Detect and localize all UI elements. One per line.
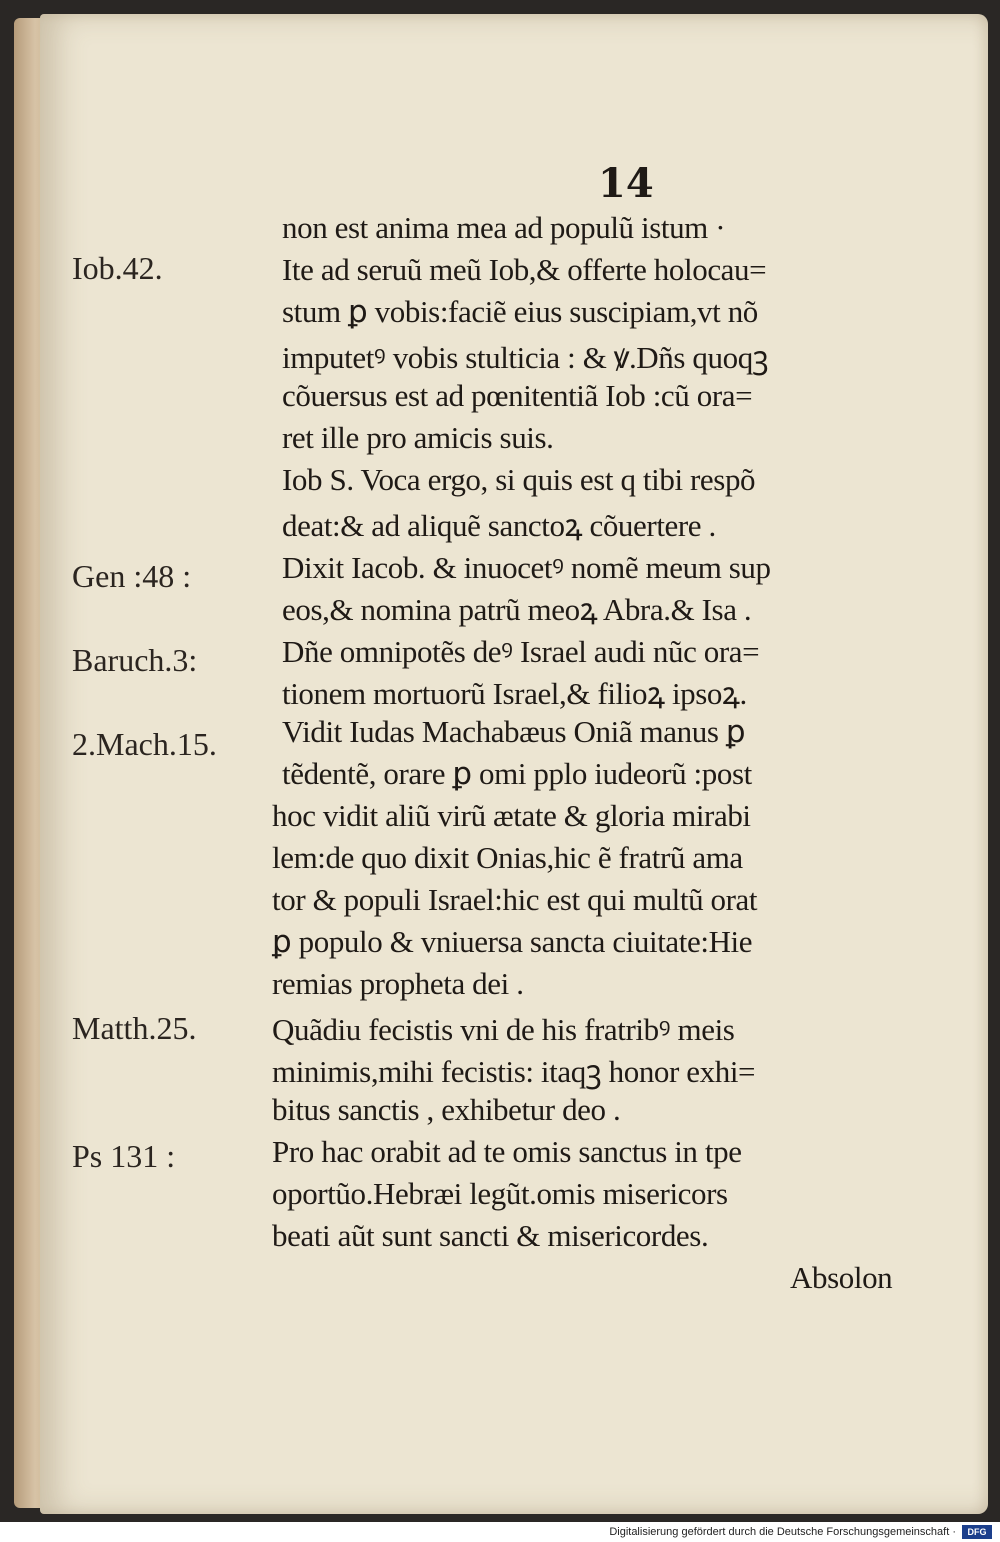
text-line: stum ꝑ vobis:faciẽ eius suscipiam,vt nõ <box>282 294 758 329</box>
text-line: oportũo.Hebræi legũt.omis misericors <box>272 1176 728 1211</box>
text-line: cõuersus est ad pœnitentiã Iob :cũ ora= <box>282 378 753 413</box>
text-line: ꝑ populo & vniuersa sancta ciuitate:Hie <box>272 924 753 959</box>
text-line: ret ille pro amicis suis. <box>282 420 554 455</box>
text-line: Dixit Iacob. & inuocetꝰ nomẽ meum sup <box>282 550 771 585</box>
text-line: tionem mortuorũ Israel,& filioꝝ ipsoꝝ. <box>282 676 747 711</box>
margin-ref-iob: Iob.42. <box>72 250 163 286</box>
text-line: Ite ad seruũ meũ Iob,& offerte holocau= <box>282 252 767 287</box>
text-line: deat:& ad aliquẽ sanctoꝝ cõuertere . <box>282 508 716 543</box>
text-line: Iob S. Voca ergo, si quis est q tibi respõ <box>282 462 756 497</box>
text-line: lem:de quo dixit Onias,hic ẽ fratrũ ama <box>272 840 743 875</box>
margin-ref-gen: Gen :48 : <box>72 558 192 594</box>
text-line: minimis,mihi fecistis: itaqꝫ honor exhi= <box>272 1054 756 1089</box>
text-line: tẽdentẽ, orare ꝑ omi pplo iudeorũ :post <box>282 756 752 791</box>
text-line: bitus sanctis , exhibetur deo . <box>272 1092 621 1127</box>
footer-bar <box>0 1522 1000 1542</box>
catchword: Absolon <box>790 1260 893 1295</box>
text-line: Quãdiu fecistis vni de his fratribꝰ meis <box>272 1012 735 1047</box>
footer-credit: Digitalisierung gefördert durch die Deutsche Forschungsgemeinschaft · <box>609 1526 956 1538</box>
text-line: tor & populi Israel:hic est qui multũ orat <box>272 882 758 917</box>
margin-ref-baruch: Baruch.3: <box>72 642 198 678</box>
text-line: remias propheta dei . <box>272 966 524 1001</box>
text-line: Pro hac orabit ad te omis sanctus in tpe <box>272 1134 742 1169</box>
text-line: Vidit Iudas Machabæus Oniã manus ꝑ <box>282 714 746 749</box>
text-line: non est anima mea ad populũ istum · <box>282 210 726 245</box>
page-number: 14 <box>598 160 654 207</box>
margin-ref-ps: Ps 131 : <box>72 1138 176 1174</box>
text-line: imputetꝰ vobis stulticia : & ꝟ.Dñs quoqꝫ <box>282 340 769 375</box>
margin-ref-mach: 2.Mach.15. <box>72 726 217 762</box>
text-line: hoc vidit aliũ virũ ætate & gloria mirabi <box>272 798 751 833</box>
text-line: beati aũt sunt sancti & misericordes. <box>272 1218 709 1253</box>
dfg-logo-icon: DFG <box>962 1525 992 1539</box>
text-line: eos,& nomina patrũ meoꝝ Abra.& Isa . <box>282 592 752 627</box>
margin-ref-matth: Matth.25. <box>72 1010 197 1046</box>
text-line: Dñe omnipotẽs deꝰ Israel audi nũc ora= <box>282 634 760 669</box>
